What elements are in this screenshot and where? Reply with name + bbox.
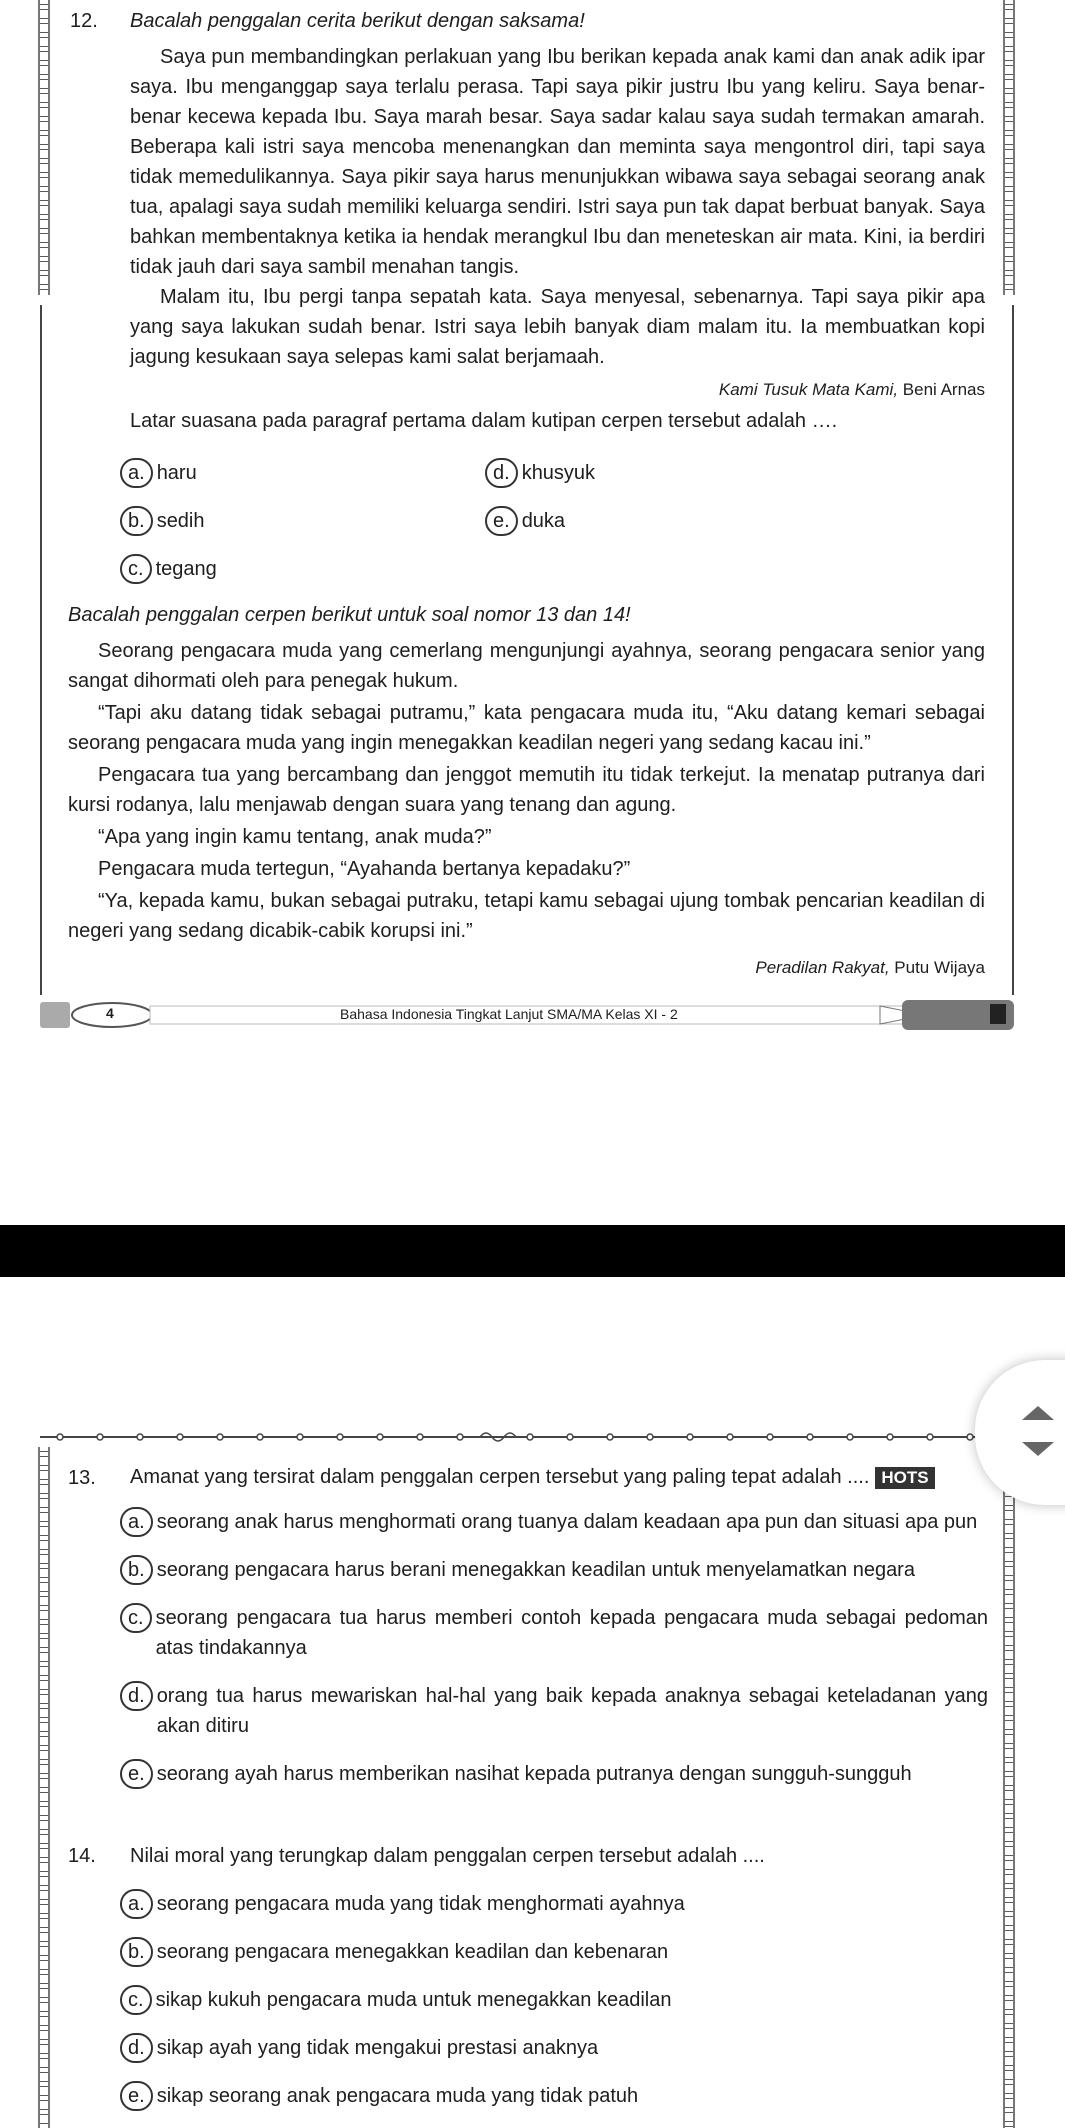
question-14-number: 14. [68, 1845, 96, 1867]
option-letter: a. [120, 458, 153, 488]
footer-page-number: 4 [106, 1005, 114, 1021]
option-14-b[interactable] [120, 1937, 668, 1967]
passage-paragraph-5: Pengacara muda tertegun, “Ayahanda bertanya kepadaku?” [98, 858, 631, 880]
option-text: sikap seorang anak pengacara muda yang tidak patuh [156, 2085, 639, 2107]
hots-badge: HOTS [875, 1467, 934, 1489]
question-14-text: Nilai moral yang terungkap dalam penggalan cerpen tersebut adalah .... [130, 1845, 765, 1867]
option-letter: a. [120, 1507, 153, 1537]
option-letter: d. [120, 2033, 153, 2063]
option-letter: e. [120, 1759, 153, 1789]
decorative-divider [40, 1427, 990, 1447]
passage-paragraph-2: “Tapi aku datang tidak sebagai putramu,” kata pengacara muda itu, “Aku datang kemari sebagai seorang pengacara muda yang ingin menegakkan keadilan negeri yang sedang kacau ini.” [68, 702, 985, 754]
source-author: Beni Arnas [898, 380, 985, 399]
binding-rings-right-2 [1003, 1487, 1015, 2128]
option-letter: b. [120, 1937, 153, 1967]
question-12-number: 12. [70, 10, 98, 32]
option-letter: c. [120, 1603, 152, 1633]
option-letter: b. [120, 506, 153, 536]
page-bottom [0, 1277, 1065, 2128]
question-12-text: Latar suasana pada paragraf pertama dalam kutipan cerpen tersebut adalah …. [130, 410, 838, 432]
option-text: orang tua harus mewariskan hal-hal yang baik kepada anaknya sebagai keteladanan yang akan ditiru [156, 1685, 988, 1737]
option-letter: c. [120, 1985, 152, 2015]
option-text: seorang pengacara menegakkan keadilan dan kebenaran [156, 1941, 669, 1963]
question-13-number: 13. [68, 1467, 96, 1489]
passage-instruction: Bacalah penggalan cerpen berikut untuk soal nomor 13 dan 14! [68, 604, 631, 626]
story-excerpt [130, 42, 985, 372]
option-text: seorang pengacara tua harus memberi contoh kepada pengacara muda sebagai pedoman atas tindakannya [155, 1607, 988, 1659]
option-14-e[interactable] [120, 2081, 638, 2111]
binding-rings-right [1003, 0, 1015, 295]
binding-rings-left [38, 0, 50, 295]
option-letter: d. [120, 1681, 153, 1711]
option-letter: e. [120, 2081, 153, 2111]
option-letter: c. [120, 554, 152, 584]
option-text: seorang pengacara harus berani menegakkan keadilan untuk menyelamatkan negara [156, 1559, 915, 1581]
option-text: sikap ayah yang tidak mengakui prestasi anaknya [156, 2037, 599, 2059]
chevron-up-icon[interactable] [1022, 1406, 1054, 1420]
question-12-instruction: Bacalah penggalan cerita berikut dengan saksama! [130, 10, 585, 32]
option-13-d[interactable] [120, 1681, 988, 1741]
option-text: tegang [155, 558, 217, 580]
binding-rings-left-2 [38, 1447, 50, 2128]
question-13-label: Amanat yang tersirat dalam penggalan cerpen tersebut yang paling tepat adalah .... [130, 1466, 870, 1488]
passage-paragraph-6: “Ya, kepada kamu, bukan sebagai putraku, tetapi kamu sebagai ujung tombak pencarian keadilan di negeri yang sedang dicabik-cabik korupsi ini.” [68, 890, 985, 942]
question-13-options [120, 1507, 988, 1789]
question-13-text [130, 1466, 935, 1489]
story-paragraph-1: Saya pun membandingkan perlakuan yang Ibu berikan kepada anak kami dan anak adik ipar saya. Ibu menganggap saya terlalu perasa. Tapi saya pikir justru Ibu yang keliru. Saya benar-benar kecewa kepada Ibu. Saya marah besar. Saya sadar kalau saya sudah termakan amarah. Beberapa kali istri saya mencoba menenangkan dan meminta saya mengontrol diri, tapi saya tidak memedulikannya. Saya pikir saya harus menunjukkan wibawa saya sebagai seorang anak tua, apalagi saya sudah memiliki keluarga sendiri. Istri saya pun tak dapat berbuat banyak. Saya bahkan membentaknya ketika ia hendak merangkul Ibu dan meneteskan air mata. Kini, ia berdiri tidak jauh dari saya sambil menahan tangis. [130, 46, 985, 278]
option-13-c[interactable] [120, 1603, 988, 1663]
source-author: Putu Wijaya [889, 958, 985, 977]
option-14-a[interactable] [120, 1889, 685, 1919]
page-separator [0, 1225, 1065, 1277]
option-12-e[interactable] [485, 506, 565, 536]
option-12-d[interactable] [485, 458, 595, 488]
option-12-c[interactable] [120, 554, 217, 584]
passage-paragraph-3: Pengacara tua yang bercambang dan jenggot memutih itu tidak terkejut. Ia menatap putranya dari kursi rodanya, lalu menjawab dengan suara yang tenang dan agung. [68, 764, 985, 816]
option-text: khusyuk [521, 462, 596, 484]
option-13-e[interactable] [120, 1759, 988, 1789]
source-title: Peradilan Rakyat, [755, 958, 890, 977]
option-12-b[interactable] [120, 506, 205, 536]
option-text: seorang ayah harus memberikan nasihat kepada putranya dengan sungguh-sungguh [156, 1763, 912, 1785]
option-14-c[interactable] [120, 1985, 671, 2015]
story-source [500, 380, 985, 400]
option-13-a[interactable] [120, 1507, 988, 1537]
passage-paragraph-4: “Apa yang ingin kamu tentang, anak muda?” [98, 826, 492, 848]
option-text: haru [156, 462, 197, 484]
passage-source [500, 958, 985, 978]
option-14-d[interactable] [120, 2033, 598, 2063]
story-paragraph-2: Malam itu, Ibu pergi tanpa sepatah kata. Saya menyesal, sebenarnya. Tapi saya pikir apa yang saya lakukan sudah benar. Istri saya lebih banyak diam malam itu. Ia membuatkan kopi jagung kesukaan saya selepas kami salat berjamaah. [130, 286, 985, 368]
option-letter: b. [120, 1555, 153, 1585]
option-text: seorang anak harus menghormati orang tuanya dalam keadaan apa pun dan situasi apa pun [156, 1511, 978, 1533]
option-text: sikap kukuh pengacara muda untuk menegakkan keadilan [155, 1989, 672, 2011]
option-letter: d. [485, 458, 518, 488]
footer-book-title: Bahasa Indonesia Tingkat Lanjut SMA/MA Kelas XI - 2 [340, 1006, 678, 1022]
passage-13-14 [68, 636, 985, 946]
option-text: duka [521, 510, 566, 532]
option-letter: a. [120, 1889, 153, 1919]
source-title: Kami Tusuk Mata Kami, [718, 380, 899, 399]
option-13-b[interactable] [120, 1555, 988, 1585]
option-text: sedih [156, 510, 205, 532]
option-text: seorang pengacara muda yang tidak menghormati ayahnya [156, 1893, 685, 1915]
option-12-a[interactable] [120, 458, 197, 488]
chevron-down-icon[interactable] [1022, 1442, 1054, 1456]
page-footer [40, 992, 1025, 1038]
passage-paragraph-1: Seorang pengacara muda yang cemerlang mengunjungi ayahnya, seorang pengacara senior yang sangat dihormati oleh para penegak hukum. [68, 640, 985, 692]
option-letter: e. [485, 506, 518, 536]
